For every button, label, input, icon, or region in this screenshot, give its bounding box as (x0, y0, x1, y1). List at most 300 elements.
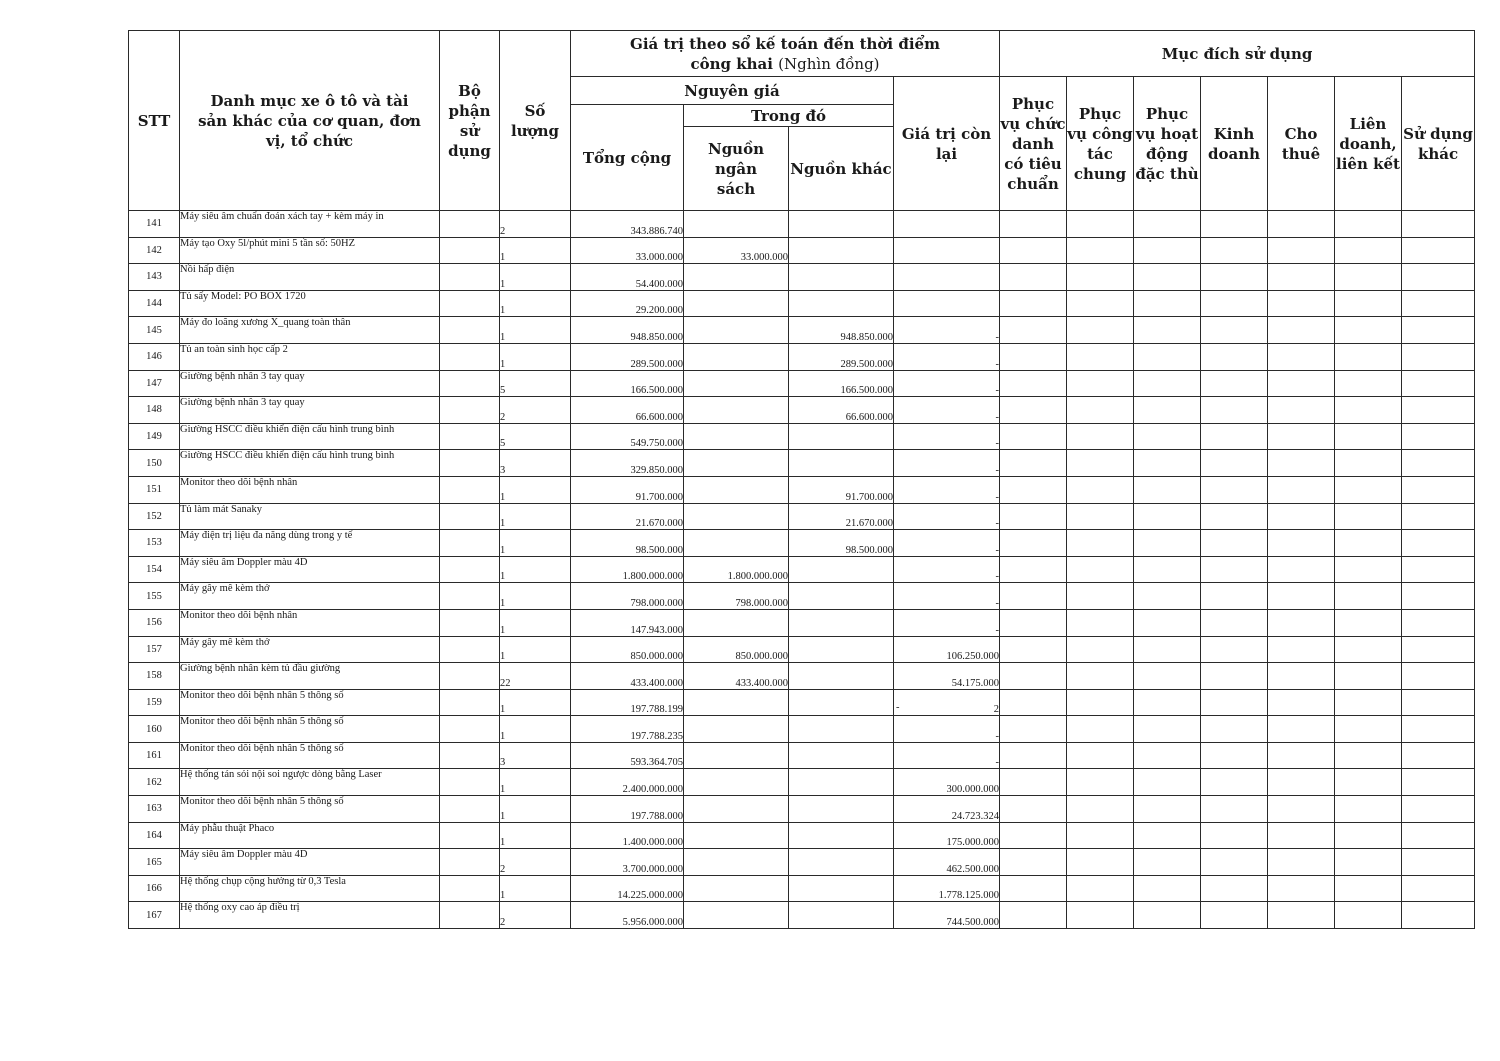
cell-total: 948.850.000 (571, 317, 684, 344)
cell-purpose (1402, 476, 1475, 503)
cell-nguon-ngan-sach: 33.000.000 (684, 237, 789, 264)
cell-stt: 167 (129, 902, 180, 929)
cell-purpose (1268, 211, 1335, 238)
cell-purpose (1134, 237, 1201, 264)
cell-nguon-khac (789, 609, 894, 636)
cell-purpose (1335, 663, 1402, 690)
cell-purpose (1335, 343, 1402, 370)
cell-nguon-ngan-sach (684, 742, 789, 769)
cell-stt: 155 (129, 583, 180, 610)
header-stt: STT (129, 31, 180, 211)
cell-purpose (1067, 370, 1134, 397)
cell-purpose (1067, 290, 1134, 317)
cell-purpose (1402, 636, 1475, 663)
cell-purpose (1335, 317, 1402, 344)
cell-purpose (1000, 556, 1067, 583)
cell-purpose (1402, 397, 1475, 424)
cell-purpose (1268, 450, 1335, 477)
cell-total: 197.788.235 (571, 716, 684, 743)
cell-purpose (1000, 609, 1067, 636)
cell-purpose (1201, 849, 1268, 876)
cell-bo-phan (440, 875, 500, 902)
cell-purpose (1201, 796, 1268, 823)
cell-bo-phan (440, 609, 500, 636)
header-nguon-ngan-sach: Nguồn ngân sách (684, 127, 789, 211)
cell-nguon-khac (789, 636, 894, 663)
cell-total: 433.400.000 (571, 663, 684, 690)
cell-quantity: 2 (500, 397, 571, 424)
table-row (129, 556, 1475, 583)
cell-purpose (1067, 875, 1134, 902)
cell-total: 329.850.000 (571, 450, 684, 477)
cell-purpose (1268, 397, 1335, 424)
cell-purpose (1067, 822, 1134, 849)
cell-asset-name: Monitor theo dõi bệnh nhân 5 thông số (180, 689, 440, 716)
cell-stt: 147 (129, 370, 180, 397)
cell-gia-tri-con-lai: 744.500.000 (894, 902, 1000, 929)
cell-purpose (1067, 476, 1134, 503)
cell-purpose (1067, 237, 1134, 264)
cell-asset-name: Máy siêu âm Doppler màu 4D (180, 556, 440, 583)
cell-nguon-khac (789, 450, 894, 477)
cell-purpose (1201, 583, 1268, 610)
cell-purpose (1201, 875, 1268, 902)
cell-nguon-ngan-sach: 433.400.000 (684, 663, 789, 690)
cell-nguon-khac: 21.670.000 (789, 503, 894, 530)
table-row (129, 609, 1475, 636)
cell-total: 197.788.199 (571, 689, 684, 716)
table-row (129, 317, 1475, 344)
cell-stt: 158 (129, 663, 180, 690)
cell-purpose (1268, 636, 1335, 663)
cell-purpose (1201, 769, 1268, 796)
cell-quantity: 1 (500, 237, 571, 264)
table-row (129, 796, 1475, 823)
cell-purpose (1402, 875, 1475, 902)
cell-purpose (1134, 769, 1201, 796)
cell-total: 14.225.000.000 (571, 875, 684, 902)
cell-purpose (1067, 503, 1134, 530)
table-row (129, 450, 1475, 477)
cell-gia-tri-con-lai (894, 290, 1000, 317)
cell-bo-phan (440, 343, 500, 370)
cell-quantity: 1 (500, 769, 571, 796)
cell-asset-name: Tủ sấy Model: PO BOX 1720 (180, 290, 440, 317)
cell-bo-phan (440, 689, 500, 716)
cell-purpose (1134, 609, 1201, 636)
cell-nguon-ngan-sach (684, 769, 789, 796)
cell-asset-name: Tủ an toàn sinh học cấp 2 (180, 343, 440, 370)
cell-total: 343.886.740 (571, 211, 684, 238)
cell-nguon-khac (789, 769, 894, 796)
cell-purpose (1134, 343, 1201, 370)
cell-quantity: 2 (500, 902, 571, 929)
cell-purpose (1201, 663, 1268, 690)
cell-bo-phan (440, 530, 500, 557)
cell-quantity: 1 (500, 343, 571, 370)
cell-nguon-khac: 948.850.000 (789, 317, 894, 344)
cell-quantity: 22 (500, 663, 571, 690)
cell-purpose (1201, 716, 1268, 743)
cell-purpose (1402, 211, 1475, 238)
cell-purpose (1201, 211, 1268, 238)
header-kinh-doanh: Kinh doanh (1201, 77, 1268, 211)
cell-nguon-ngan-sach (684, 875, 789, 902)
cell-total: 289.500.000 (571, 343, 684, 370)
cell-purpose (1268, 317, 1335, 344)
cell-nguon-khac: 66.600.000 (789, 397, 894, 424)
cell-total: 21.670.000 (571, 503, 684, 530)
cell-asset-name: Máy gây mê kèm thở (180, 583, 440, 610)
cell-purpose (1067, 450, 1134, 477)
cell-purpose (1402, 796, 1475, 823)
table-row (129, 290, 1475, 317)
cell-stt: 150 (129, 450, 180, 477)
cell-purpose (1268, 503, 1335, 530)
table-row (129, 264, 1475, 291)
cell-nguon-ngan-sach (684, 689, 789, 716)
cell-quantity: 2 (500, 211, 571, 238)
cell-purpose (1067, 609, 1134, 636)
cell-purpose (1134, 742, 1201, 769)
cell-purpose (1402, 343, 1475, 370)
cell-purpose (1134, 211, 1201, 238)
cell-purpose (1335, 423, 1402, 450)
cell-purpose (1402, 264, 1475, 291)
cell-purpose (1067, 769, 1134, 796)
cell-purpose (1134, 689, 1201, 716)
cell-purpose (1201, 609, 1268, 636)
cell-stt: 160 (129, 716, 180, 743)
cell-purpose (1402, 663, 1475, 690)
table-row (129, 476, 1475, 503)
cell-purpose (1067, 663, 1134, 690)
cell-purpose (1067, 317, 1134, 344)
header-trong-do: Trong đó (684, 105, 894, 127)
cell-purpose (1067, 397, 1134, 424)
cell-purpose (1000, 317, 1067, 344)
cell-stt: 152 (129, 503, 180, 530)
cell-purpose (1335, 822, 1402, 849)
cell-gia-tri-con-lai: - (894, 556, 1000, 583)
cell-nguon-khac: 166.500.000 (789, 370, 894, 397)
cell-asset-name: Monitor theo dõi bệnh nhân 5 thông số (180, 716, 440, 743)
cell-purpose (1335, 237, 1402, 264)
cell-nguon-khac (789, 423, 894, 450)
cell-nguon-ngan-sach (684, 503, 789, 530)
cell-purpose (1067, 716, 1134, 743)
cell-purpose (1000, 689, 1067, 716)
cell-purpose (1134, 556, 1201, 583)
cell-purpose (1067, 556, 1134, 583)
cell-purpose (1402, 290, 1475, 317)
cell-purpose (1402, 317, 1475, 344)
cell-purpose (1067, 583, 1134, 610)
cell-purpose (1201, 290, 1268, 317)
cell-stt: 146 (129, 343, 180, 370)
cell-nguon-ngan-sach (684, 423, 789, 450)
header-danh-muc: Danh mục xe ô tô và tài sản khác của cơ quan, đơn vị, tổ chức (180, 31, 440, 211)
cell-bo-phan (440, 423, 500, 450)
cell-total: 147.943.000 (571, 609, 684, 636)
cell-quantity: 1 (500, 476, 571, 503)
cell-bo-phan (440, 237, 500, 264)
cell-bo-phan (440, 849, 500, 876)
cell-total: 66.600.000 (571, 397, 684, 424)
cell-gia-tri-con-lai (894, 211, 1000, 238)
table-row (129, 530, 1475, 557)
cell-purpose (1201, 476, 1268, 503)
cell-gia-tri-con-lai (894, 264, 1000, 291)
cell-purpose (1201, 264, 1268, 291)
cell-purpose (1067, 742, 1134, 769)
cell-purpose (1134, 583, 1201, 610)
cell-nguon-khac (789, 796, 894, 823)
cell-nguon-ngan-sach (684, 450, 789, 477)
header-nguon-khac: Nguồn khác (789, 127, 894, 211)
cell-purpose (1335, 503, 1402, 530)
cell-purpose (1134, 875, 1201, 902)
cell-purpose (1335, 716, 1402, 743)
cell-stt: 142 (129, 237, 180, 264)
cell-stt: 145 (129, 317, 180, 344)
cell-purpose (1268, 716, 1335, 743)
table-row (129, 742, 1475, 769)
cell-purpose (1335, 769, 1402, 796)
cell-stt: 165 (129, 849, 180, 876)
cell-purpose (1402, 849, 1475, 876)
cell-nguon-khac: 91.700.000 (789, 476, 894, 503)
cell-nguon-khac (789, 583, 894, 610)
cell-purpose (1201, 423, 1268, 450)
cell-total: 798.000.000 (571, 583, 684, 610)
cell-bo-phan (440, 290, 500, 317)
cell-purpose (1201, 530, 1268, 557)
cell-purpose (1402, 716, 1475, 743)
cell-gia-tri-con-lai: - (894, 476, 1000, 503)
cell-purpose (1134, 822, 1201, 849)
cell-quantity: 1 (500, 609, 571, 636)
cell-stt: 161 (129, 742, 180, 769)
table-row (129, 423, 1475, 450)
header-bo-phan: Bộ phận sử dụng (440, 31, 500, 211)
cell-asset-name: Máy siêu âm Doppler màu 4D (180, 849, 440, 876)
cell-purpose (1268, 769, 1335, 796)
cell-purpose (1268, 264, 1335, 291)
cell-purpose (1000, 663, 1067, 690)
cell-total: 33.000.000 (571, 237, 684, 264)
cell-nguon-ngan-sach (684, 609, 789, 636)
cell-purpose (1402, 423, 1475, 450)
cell-purpose (1335, 902, 1402, 929)
cell-bo-phan (440, 264, 500, 291)
cell-purpose (1000, 530, 1067, 557)
cell-asset-name: Giường bệnh nhân kèm tủ đầu giường (180, 663, 440, 690)
cell-bo-phan (440, 450, 500, 477)
cell-purpose (1000, 875, 1067, 902)
table-row (129, 716, 1475, 743)
cell-purpose (1268, 822, 1335, 849)
cell-quantity: 1 (500, 583, 571, 610)
cell-stt: 151 (129, 476, 180, 503)
cell-asset-name: Máy tạo Oxy 5l/phút mini 5 tần số: 50HZ (180, 237, 440, 264)
table-row (129, 503, 1475, 530)
cell-purpose (1268, 423, 1335, 450)
table-row (129, 583, 1475, 610)
cell-purpose (1067, 264, 1134, 291)
cell-gia-tri-con-lai: - (894, 583, 1000, 610)
cell-asset-name: Giường bệnh nhân 3 tay quay (180, 397, 440, 424)
cell-purpose (1335, 849, 1402, 876)
cell-nguon-ngan-sach (684, 849, 789, 876)
cell-purpose (1201, 822, 1268, 849)
cell-purpose (1268, 689, 1335, 716)
cell-asset-name: Máy phẫu thuật Phaco (180, 822, 440, 849)
cell-bo-phan (440, 211, 500, 238)
cell-nguon-khac (789, 211, 894, 238)
cell-asset-name: Monitor theo dõi bệnh nhân 5 thông số (180, 796, 440, 823)
cell-nguon-ngan-sach (684, 796, 789, 823)
cell-purpose (1000, 290, 1067, 317)
cell-purpose (1000, 503, 1067, 530)
cell-gia-tri-con-lai: - (894, 397, 1000, 424)
cell-purpose (1134, 849, 1201, 876)
cell-gia-tri-con-lai (894, 237, 1000, 264)
cell-purpose (1201, 237, 1268, 264)
cell-purpose (1402, 556, 1475, 583)
cell-purpose (1402, 689, 1475, 716)
cell-bo-phan (440, 397, 500, 424)
table-row (129, 902, 1475, 929)
cell-purpose (1067, 530, 1134, 557)
cell-purpose (1335, 264, 1402, 291)
cell-purpose (1268, 237, 1335, 264)
cell-asset-name: Monitor theo dõi bệnh nhân (180, 476, 440, 503)
cell-quantity: 1 (500, 264, 571, 291)
header-so-luong: Số lượng (500, 31, 571, 211)
table-row (129, 689, 1475, 716)
cell-asset-name: Giường HSCC điều khiển điện cấu hình trung bình (180, 423, 440, 450)
cell-purpose (1134, 902, 1201, 929)
cell-purpose (1134, 450, 1201, 477)
cell-purpose (1335, 875, 1402, 902)
cell-gia-tri-con-lai: - (894, 742, 1000, 769)
cell-purpose (1268, 742, 1335, 769)
cell-purpose (1268, 609, 1335, 636)
cell-nguon-khac (789, 849, 894, 876)
table-row (129, 211, 1475, 238)
cell-purpose (1335, 370, 1402, 397)
cell-purpose (1268, 875, 1335, 902)
cell-nguon-khac (789, 716, 894, 743)
cell-purpose (1000, 370, 1067, 397)
cell-purpose (1000, 450, 1067, 477)
header-nguyen-gia: Nguyên giá (571, 77, 894, 105)
cell-stt: 141 (129, 211, 180, 238)
cell-quantity: 1 (500, 689, 571, 716)
cell-purpose (1201, 450, 1268, 477)
cell-nguon-ngan-sach (684, 822, 789, 849)
cell-bo-phan (440, 476, 500, 503)
cell-purpose (1134, 503, 1201, 530)
cell-asset-name: Máy điện trị liệu đa năng dùng trong y tế (180, 530, 440, 557)
table-row (129, 397, 1475, 424)
cell-purpose (1268, 583, 1335, 610)
cell-nguon-ngan-sach (684, 264, 789, 291)
table-row (129, 849, 1475, 876)
cell-purpose (1000, 343, 1067, 370)
cell-purpose (1067, 796, 1134, 823)
cell-purpose (1134, 476, 1201, 503)
cell-purpose (1201, 370, 1268, 397)
cell-stt: 164 (129, 822, 180, 849)
cell-nguon-khac: 98.500.000 (789, 530, 894, 557)
cell-purpose (1000, 849, 1067, 876)
cell-nguon-ngan-sach (684, 317, 789, 344)
cell-purpose (1201, 742, 1268, 769)
cell-quantity: 1 (500, 317, 571, 344)
cell-gia-tri-con-lai: 54.175.000 (894, 663, 1000, 690)
cell-quantity: 1 (500, 503, 571, 530)
cell-purpose (1134, 423, 1201, 450)
cell-purpose (1134, 290, 1201, 317)
cell-nguon-khac (789, 902, 894, 929)
cell-bo-phan (440, 716, 500, 743)
cell-gia-tri-con-lai: - (894, 370, 1000, 397)
table-row (129, 343, 1475, 370)
cell-stt: 149 (129, 423, 180, 450)
cell-bo-phan (440, 556, 500, 583)
cell-purpose (1268, 849, 1335, 876)
cell-purpose (1134, 716, 1201, 743)
cell-quantity: 5 (500, 370, 571, 397)
cell-nguon-khac: 289.500.000 (789, 343, 894, 370)
cell-nguon-khac (789, 290, 894, 317)
cell-gia-tri-con-lai: - (894, 609, 1000, 636)
header-lien-doanh: Liên doanh, liên kết (1335, 77, 1402, 211)
header-gia-tri-con-lai: Giá trị còn lại (894, 77, 1000, 211)
cell-quantity: 1 (500, 290, 571, 317)
cell-asset-name: Giường HSCC điều khiển điện cấu hình trung bình (180, 450, 440, 477)
cell-purpose (1268, 290, 1335, 317)
header-tong-cong: Tổng cộng (571, 105, 684, 211)
cell-purpose (1201, 343, 1268, 370)
cell-purpose (1201, 902, 1268, 929)
cell-purpose (1134, 397, 1201, 424)
cell-asset-name: Giường bệnh nhân 3 tay quay (180, 370, 440, 397)
cell-purpose (1067, 636, 1134, 663)
cell-asset-name: Monitor theo dõi bệnh nhân 5 thông số (180, 742, 440, 769)
cell-purpose (1000, 902, 1067, 929)
cell-total: 549.750.000 (571, 423, 684, 450)
cell-nguon-ngan-sach (684, 530, 789, 557)
cell-purpose (1335, 530, 1402, 557)
cell-asset-name: Máy đo loãng xương X_quang toàn thân (180, 317, 440, 344)
cell-stt: 148 (129, 397, 180, 424)
cell-quantity: 2 (500, 849, 571, 876)
cell-nguon-ngan-sach (684, 397, 789, 424)
cell-purpose (1335, 476, 1402, 503)
remaining-value: 2 (993, 704, 999, 716)
cell-bo-phan (440, 769, 500, 796)
cell-purpose (1268, 796, 1335, 823)
cell-gia-tri-con-lai: - (894, 716, 1000, 743)
cell-total: 197.788.000 (571, 796, 684, 823)
cell-purpose (1402, 237, 1475, 264)
cell-purpose (1268, 902, 1335, 929)
cell-asset-name: Hệ thống oxy cao áp điều trị (180, 902, 440, 929)
header-phuc-vu-hoat-dong: Phục vụ hoạt động đặc thù (1134, 77, 1201, 211)
